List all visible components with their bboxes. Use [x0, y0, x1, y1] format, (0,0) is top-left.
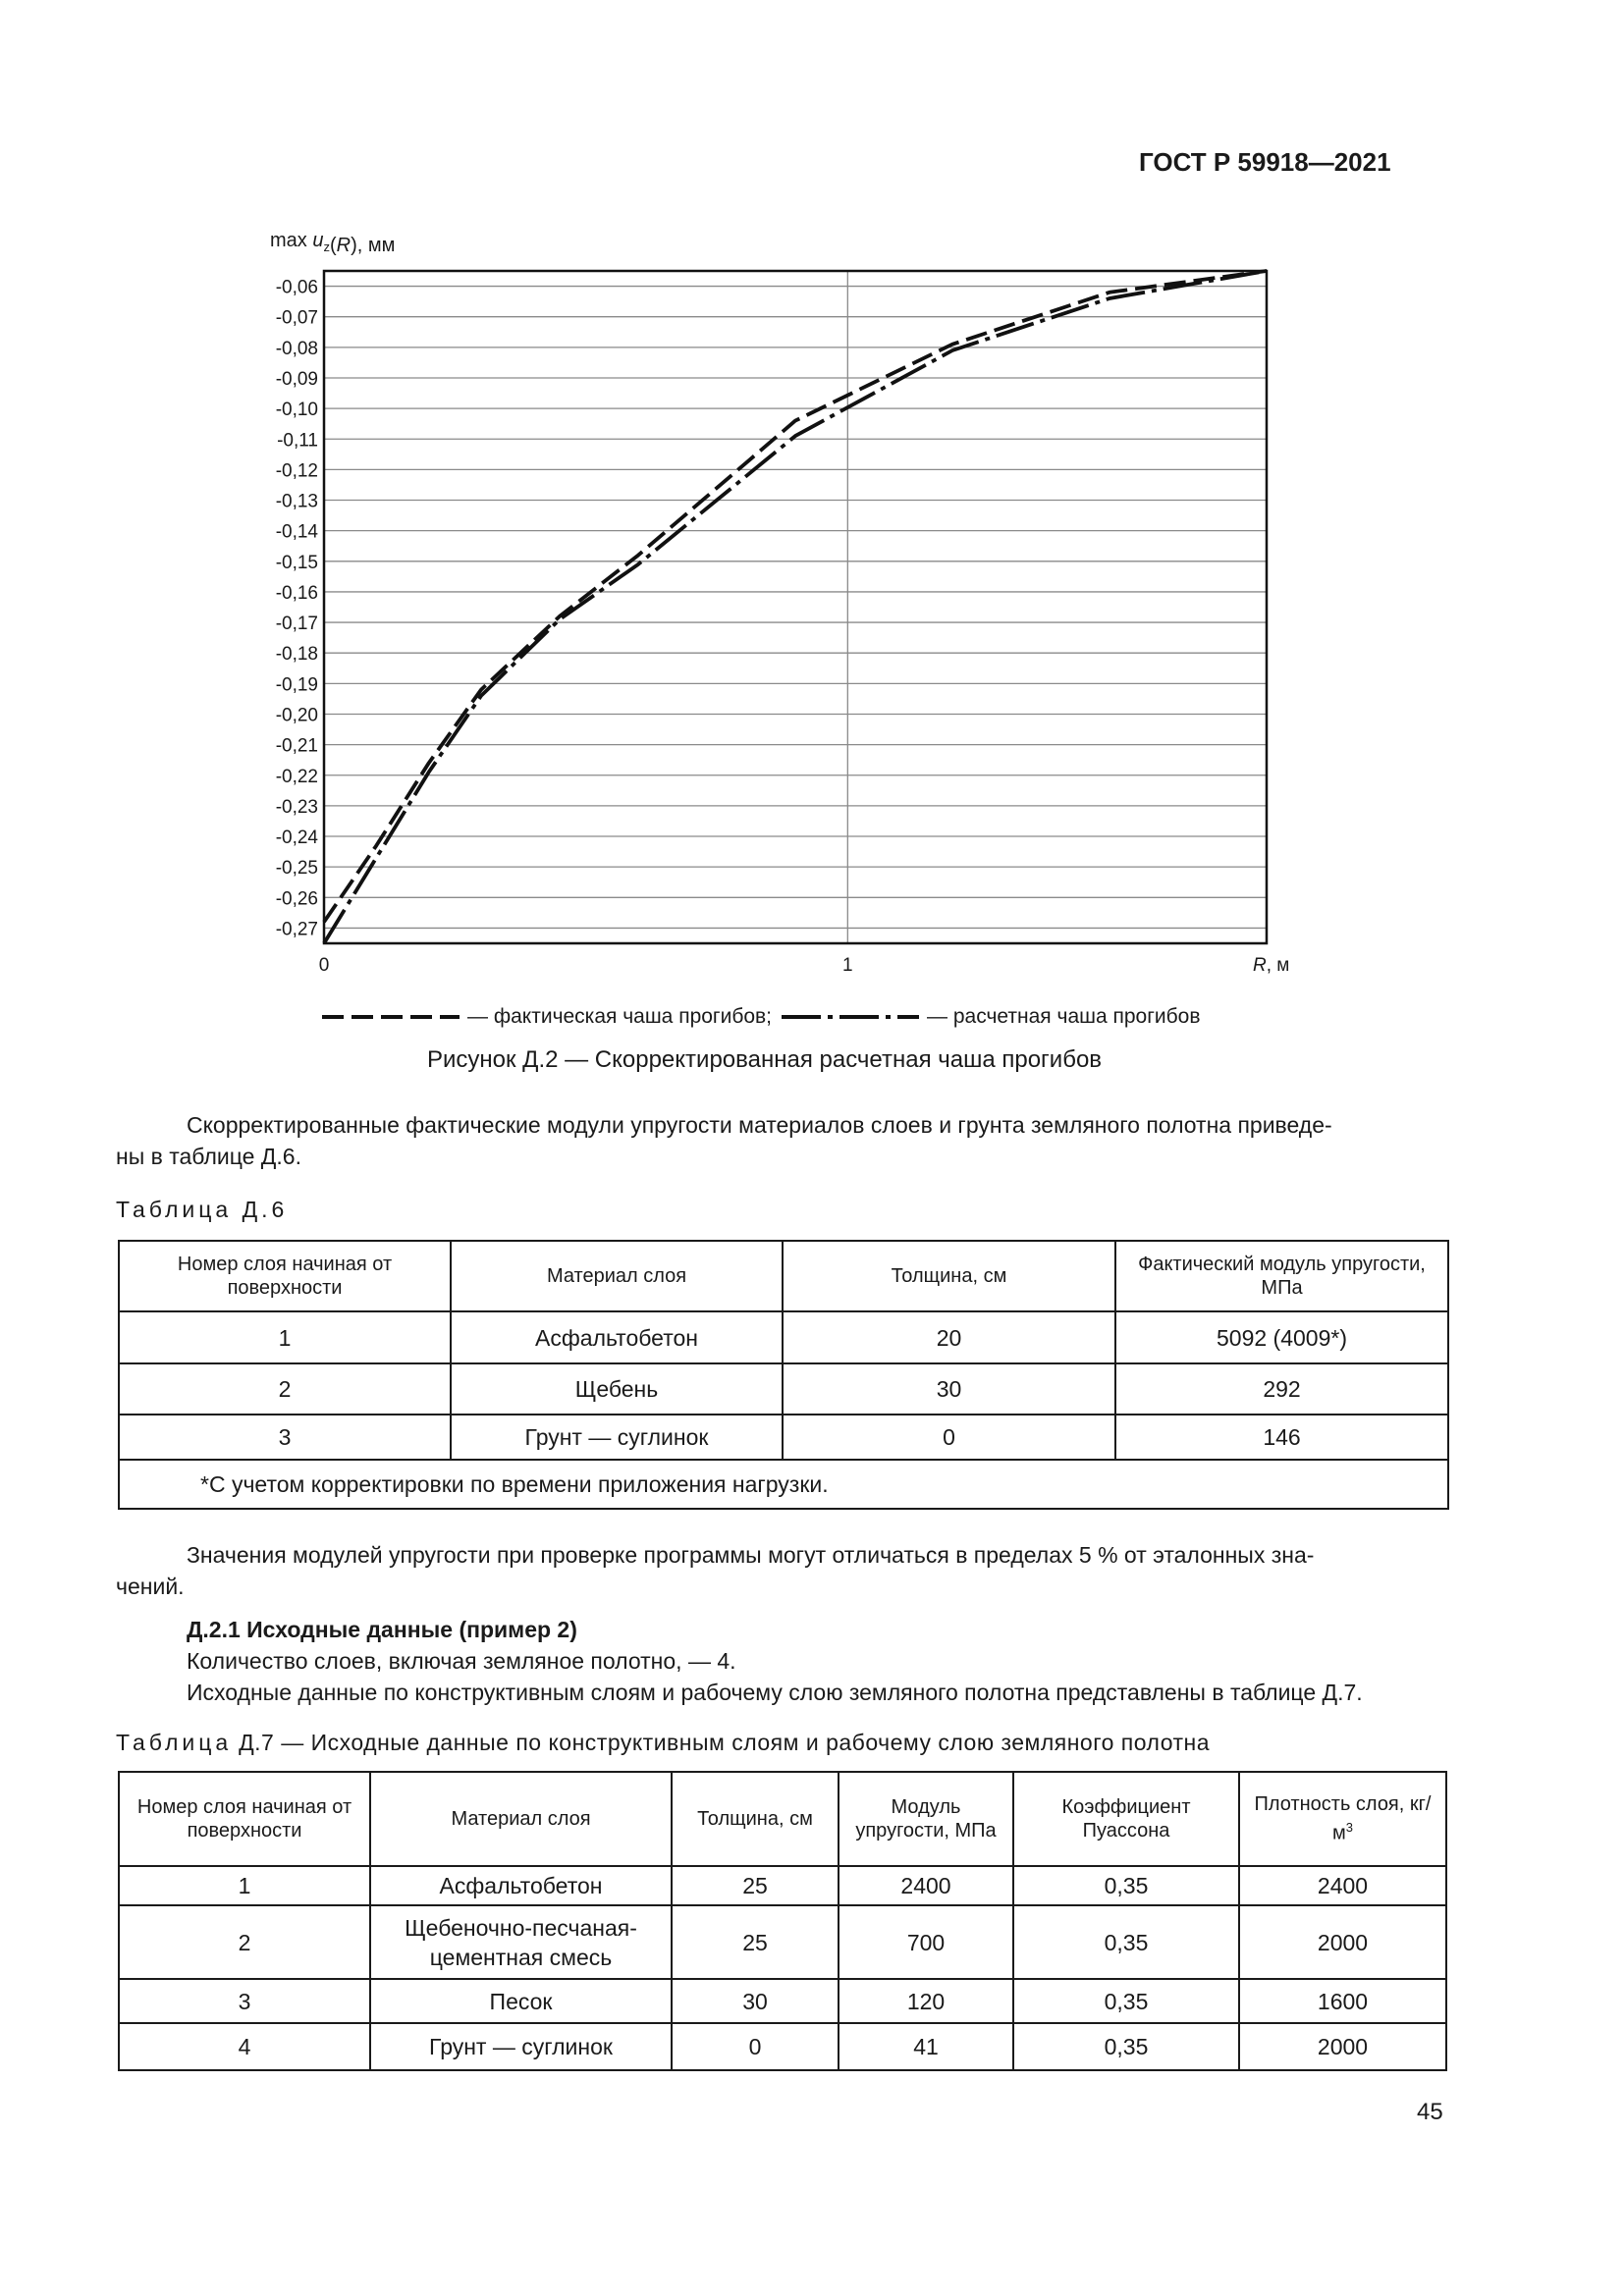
- table-cell: 20: [783, 1311, 1115, 1363]
- page-number: 45: [1417, 2099, 1443, 2125]
- table6-title: Таблица Д.6: [116, 1197, 289, 1222]
- table-row: [119, 1866, 1446, 1905]
- legend-calculated-label: — расчетная чаша прогибов: [927, 1005, 1201, 1028]
- table-cell: 2: [119, 1905, 370, 1979]
- header-cell: Материал слоя: [451, 1241, 783, 1311]
- table-note: *С учетом корректировки по времени приложения нагрузки.: [119, 1460, 1448, 1509]
- y-tick-label: -0,20: [275, 705, 318, 726]
- table-cell: 0,35: [1013, 1979, 1239, 2023]
- table-cell: Грунт — суглинок: [451, 1415, 783, 1460]
- table-cell: 0: [783, 1415, 1115, 1460]
- table-row: [119, 2023, 1446, 2070]
- header-cell: Толщина, см: [783, 1241, 1115, 1311]
- y-tick-label: -0,12: [275, 460, 318, 482]
- y-tick-label: -0,18: [275, 644, 318, 666]
- y-tick-label: -0,11: [277, 430, 318, 452]
- y-tick-label: -0,10: [275, 400, 318, 421]
- paragraph-line: Значения модулей упругости при проверке программы могут отличаться в пределах 5 % от эталонных зна-: [187, 1542, 1315, 1568]
- table-cell: 292: [1115, 1363, 1448, 1415]
- legend-dashed-line: [322, 1012, 460, 1022]
- table-cell: 3: [119, 1415, 451, 1460]
- y-tick-label: -0,13: [275, 491, 318, 512]
- table-cell: 146: [1115, 1415, 1448, 1460]
- paragraph-line: ны в таблице Д.6.: [116, 1144, 301, 1169]
- paragraph-table6-intro: [116, 1109, 1445, 1172]
- legend-dashdot-line: [782, 1012, 919, 1022]
- table-cell: 41: [839, 2023, 1013, 2070]
- x-tick-label: 0: [318, 955, 330, 976]
- table-cell: 2400: [839, 1866, 1013, 1905]
- header-cell: Фактический модуль упругости, МПа: [1115, 1241, 1448, 1311]
- table-cell: Асфальтобетон: [451, 1311, 783, 1363]
- section-d2-1: [116, 1614, 1445, 1708]
- figure-caption: Рисунок Д.2 — Скорректированная расчетная чаша прогибов: [427, 1046, 1103, 1073]
- table-cell: 2000: [1239, 1905, 1446, 1979]
- table-cell: 1: [119, 1311, 451, 1363]
- header-cell: Номер слоя начиная от поверхности: [119, 1772, 370, 1866]
- section-heading: Д.2.1 Исходные данные (пример 2): [187, 1617, 577, 1642]
- y-tick-label: -0,17: [275, 614, 318, 635]
- header-cell: Номер слоя начиная от поверхности: [119, 1241, 451, 1311]
- y-tick-label: -0,08: [275, 338, 318, 359]
- table-cell: 0,35: [1013, 1905, 1239, 1979]
- table-cell: 2000: [1239, 2023, 1446, 2070]
- table-cell: 30: [783, 1363, 1115, 1415]
- table-header-row: [119, 1241, 1448, 1311]
- chart-legend: [322, 1005, 1200, 1029]
- y-tick-label: -0,26: [275, 888, 318, 910]
- table-cell: 5092 (4009*): [1115, 1311, 1448, 1363]
- table-row: [119, 1905, 1446, 1979]
- deflection-chart: [245, 224, 1326, 980]
- table-cell: 0,35: [1013, 1866, 1239, 1905]
- header-cell: Модуль упругости, МПа: [839, 1772, 1013, 1866]
- table-cell: Щебеночно-песчаная-цементная смесь: [370, 1905, 672, 1979]
- header-cell: Коэффициент Пуассона: [1013, 1772, 1239, 1866]
- table-cell: Щебень: [451, 1363, 783, 1415]
- table7-title-text: Д.7 — Исходные данные по конструктивным слоям и рабочему слою земляного полотна: [239, 1730, 1211, 1755]
- y-tick-label: -0,07: [275, 307, 318, 329]
- y-tick-label: -0,24: [275, 828, 318, 849]
- document-code: ГОСТ Р 59918—2021: [1139, 147, 1391, 177]
- table-cell: 25: [672, 1905, 839, 1979]
- y-tick-label: -0,19: [275, 674, 318, 696]
- y-tick-label: -0,21: [275, 735, 318, 757]
- table-cell: Асфальтобетон: [370, 1866, 672, 1905]
- y-tick-label: -0,09: [275, 368, 318, 390]
- table-cell: 700: [839, 1905, 1013, 1979]
- table-d6: [118, 1240, 1449, 1510]
- table-cell: Грунт — суглинок: [370, 2023, 672, 2070]
- y-tick-label: -0,14: [275, 521, 318, 543]
- header-cell: Материал слоя: [370, 1772, 672, 1866]
- table-row: [119, 1311, 1448, 1363]
- paragraph-tolerance: [116, 1539, 1445, 1602]
- table7-title-word: Таблица: [116, 1730, 233, 1755]
- y-tick-label: -0,22: [275, 766, 318, 787]
- table-cell: 25: [672, 1866, 839, 1905]
- x-axis-label: R, м: [1253, 955, 1290, 976]
- paragraph-line: Исходные данные по конструктивным слоям и рабочему слою земляного полотна представлены в таблице Д.7.: [187, 1680, 1363, 1705]
- table-d7: [118, 1771, 1447, 2071]
- table-row: [119, 1979, 1446, 2023]
- table-row: [119, 1363, 1448, 1415]
- series-actual-line: [324, 271, 1267, 922]
- y-tick-label: -0,16: [275, 582, 318, 604]
- y-tick-label: -0,15: [275, 552, 318, 573]
- table-cell: 4: [119, 2023, 370, 2070]
- plot-frame: [324, 271, 1267, 943]
- table-cell: 1: [119, 1866, 370, 1905]
- table-cell: 3: [119, 1979, 370, 2023]
- table-cell: 0,35: [1013, 2023, 1239, 2070]
- y-tick-label: -0,27: [275, 919, 318, 940]
- table-cell: 0: [672, 2023, 839, 2070]
- header-cell: Толщина, см: [672, 1772, 839, 1866]
- table-cell: 30: [672, 1979, 839, 2023]
- y-axis-label: $\max u_z(R)$, мм: [270, 230, 396, 256]
- table-cell: 2400: [1239, 1866, 1446, 1905]
- y-tick-label: -0,25: [275, 858, 318, 880]
- header-cell: Плотность слоя, $кг/м^3$: [1239, 1772, 1446, 1866]
- y-tick-label: -0,06: [275, 277, 318, 298]
- x-tick-label: 1: [842, 955, 853, 976]
- table-header-row: [119, 1772, 1446, 1866]
- table-cell: 120: [839, 1979, 1013, 2023]
- table-note-row: [119, 1460, 1448, 1509]
- y-tick-label: -0,23: [275, 796, 318, 818]
- table-row: [119, 1415, 1448, 1460]
- table-cell: Песок: [370, 1979, 672, 2023]
- series-calculated-line: [324, 271, 1267, 943]
- paragraph-line: чений.: [116, 1574, 185, 1599]
- table-cell: 2: [119, 1363, 451, 1415]
- table-cell: 1600: [1239, 1979, 1446, 2023]
- paragraph-line: Скорректированные фактические модули упругости материалов слоев и грунта земляного полотна приведе-: [187, 1112, 1332, 1138]
- legend-actual-label: — фактическая чаша прогибов;: [467, 1005, 773, 1028]
- table7-title: [116, 1730, 1210, 1756]
- paragraph-line: Количество слоев, включая земляное полотно, — 4.: [187, 1648, 736, 1674]
